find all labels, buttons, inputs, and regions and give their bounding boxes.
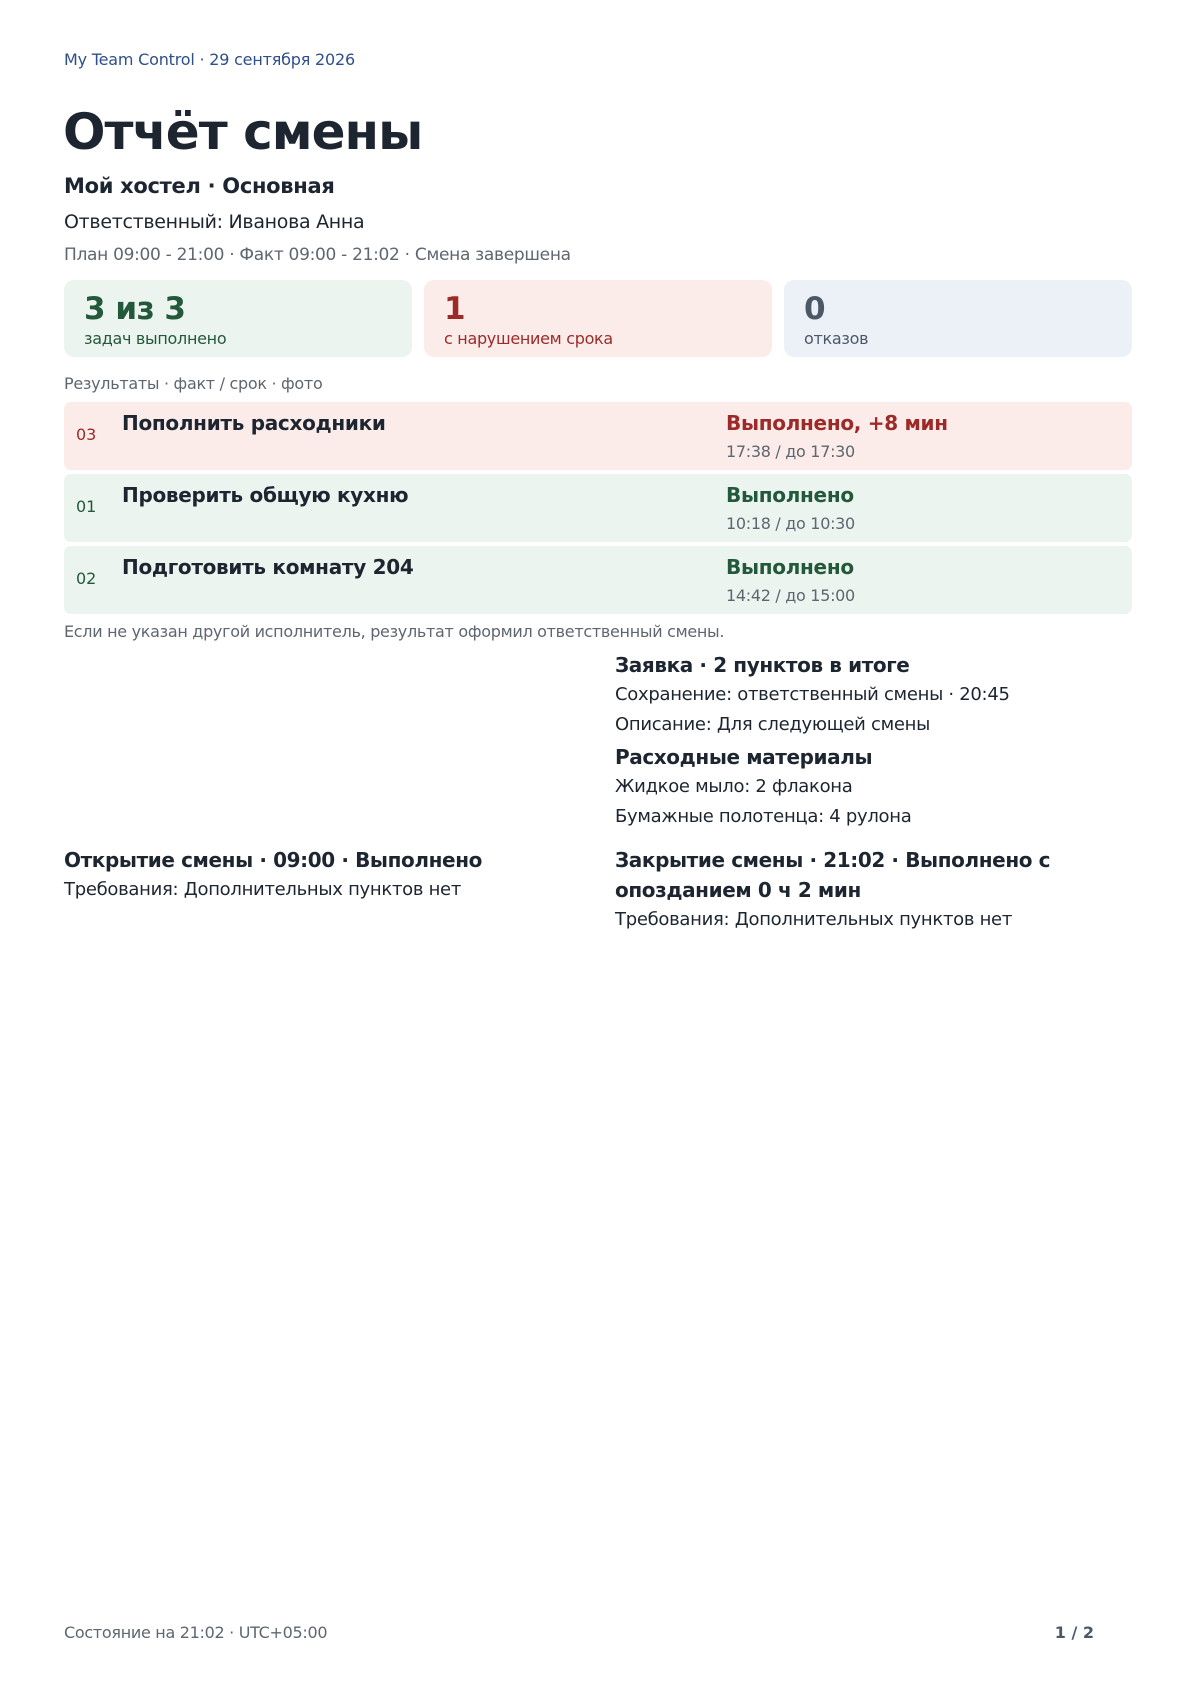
stat-label: задач выполнено [84, 329, 227, 348]
material-item: Жидкое мыло: 2 флакона [615, 776, 853, 797]
task-time: 14:42 / до 15:00 [726, 586, 855, 605]
stat-value: 0 [804, 291, 826, 327]
stat-label: отказов [804, 329, 869, 348]
page-title: Отчёт смены [63, 103, 423, 161]
opening-requirements: Требования: Дополнительных пунктов нет [64, 879, 462, 900]
closing-requirements: Требования: Дополнительных пунктов нет [615, 909, 1013, 930]
task-time: 17:38 / до 17:30 [726, 442, 855, 461]
plan-fact-line: План 09:00 - 21:00 · Факт 09:00 - 21:02 · Смена завершена [64, 245, 571, 265]
request-title: Заявка · 2 пунктов в итоге [615, 653, 910, 677]
summary-stats [64, 280, 1132, 357]
task-row [64, 546, 1132, 614]
stat-value: 3 из 3 [84, 291, 186, 327]
task-time: 10:18 / до 10:30 [726, 514, 855, 533]
task-status: Выполнено [726, 555, 854, 579]
closing-title: Закрытие смены · 21:02 · Выполнено с опозданием 0 ч 2 мин [615, 848, 1051, 902]
footer-status: Состояние на 21:02 · UTC+05:00 [64, 1623, 328, 1642]
task-status: Выполнено, +8 мин [726, 411, 948, 435]
task-index: 01 [76, 497, 97, 516]
task-row [64, 402, 1132, 470]
task-results-list [64, 402, 1132, 618]
stat-label: с нарушением срока [444, 329, 613, 348]
shift-opening-section [64, 845, 584, 905]
executor-note: Если не указан другой исполнитель, результат оформил ответственный смены. [64, 622, 725, 641]
task-row [64, 474, 1132, 542]
task-index: 02 [76, 569, 97, 588]
request-section [615, 650, 1140, 832]
shift-closing-section [615, 845, 1140, 935]
stat-tasks-done [64, 280, 412, 357]
app-date-line: My Team Control · 29 сентября 2026 [64, 50, 355, 69]
request-description: Описание: Для следующей смены [615, 714, 931, 735]
page-number: 1 / 2 [1054, 1623, 1094, 1642]
request-saved: Сохранение: ответственный смены · 20:45 [615, 684, 1010, 705]
task-name: Подготовить комнату 204 [122, 555, 414, 579]
stat-overdue [424, 280, 772, 357]
task-name: Пополнить расходники [122, 411, 386, 435]
stat-value: 1 [444, 291, 466, 327]
opening-title: Открытие смены · 09:00 · Выполнено [64, 848, 482, 872]
stat-refusals [784, 280, 1132, 357]
results-section-label: Результаты · факт / срок · фото [64, 374, 323, 393]
task-status: Выполнено [726, 483, 854, 507]
task-name: Проверить общую кухню [122, 483, 409, 507]
location-subtitle: Мой хостел · Основная [64, 174, 335, 198]
materials-section [615, 742, 1140, 832]
materials-title: Расходные материалы [615, 745, 873, 769]
responsible-person: Ответственный: Иванова Анна [64, 211, 365, 233]
task-index: 03 [76, 425, 97, 444]
material-item: Бумажные полотенца: 4 рулона [615, 806, 912, 827]
